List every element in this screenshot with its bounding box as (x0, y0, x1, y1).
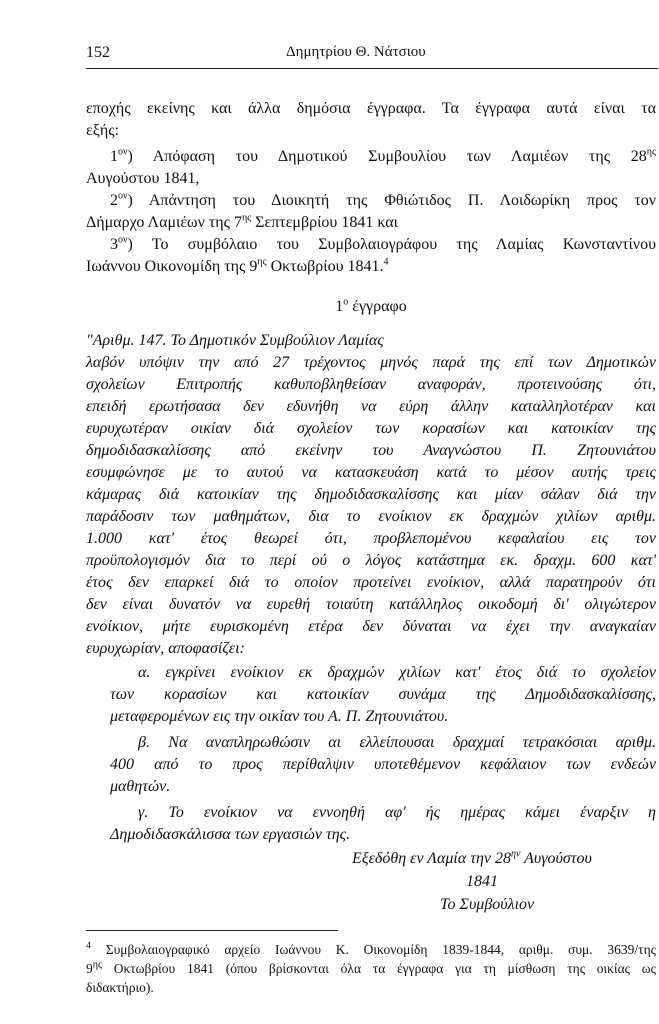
quote-line: ευρυχωρίαν, αποφασίζει: (86, 640, 245, 657)
decision-item-continuation: Δημοδιδασκάλισσα των εργασιών της. (110, 826, 351, 843)
decision-item-continuation: μαθητών. (110, 778, 171, 795)
footnote: $^4$ Συμβολαιογραφικό αρχείο Ιωάννου Κ. Οικονομίδη 1839-1844, αριθμ. συμ. 3639/της (86, 940, 656, 957)
footnote-continuation: $9^{\eta\varsigma}$ Οκτωβρίου 1841 (όπου βρίσκονται όλα τα έγγραφα για τη μίσθωση της οικίας ως (86, 959, 656, 976)
decision-item-continuation: 400 από το προς περίθαλψιν υποτεθέμενον κεφάλαιον των ενδεών (110, 756, 656, 773)
quote-line: δεν είναι δυνατόν να ευρεθή τοιαύτη κατάλληλος οικοδομή δι' ολιγώτερον (86, 596, 656, 613)
footnote-divider (86, 930, 338, 931)
footnote-reference: 4 (383, 256, 389, 268)
header-divider (86, 68, 658, 69)
list-item: $3^{o\nu}$) Το συμβόλαιο του Συμβολαιογράφου της Λαμίας Κωνσταντίνου (110, 234, 656, 253)
quote-line: επειδή ερωτήσασα δεν εδυνήθη να εύρη άλλην καταλληλοτέραν και (86, 398, 656, 415)
decision-item: α. εγκρίνει ενοίκιον εκ δραχμών χιλίων κατ' έτος διά το σχολείον (138, 664, 656, 681)
signoff-date: Εξεδόθη εν Λαμία την $28^{\eta\nu}$ Αυγούστου (352, 848, 592, 867)
intro-line: εξής: (86, 122, 119, 139)
quote-line: εσυμφώνησε με το αυτού να κατασκευάση κατά το μέσον αυτής τρεις (86, 464, 656, 481)
decision-item-continuation: των κορασίων και κατοικίαν συνάμα της Δημοδιδασκαλίσσης, (110, 686, 656, 703)
signoff-year: 1841 (466, 873, 498, 890)
running-head: Δημητρίου Θ. Νάτσιου (286, 44, 426, 60)
list-item: $1^{o\nu}$) Απόφαση του Δημοτικού Συμβουλίου των Λαμιέων της $28^{\eta\varsigma}$ (110, 146, 656, 165)
quote-line: ενοίκιον, μήτε ευρισκομένη ετέρα δεν δύναται να έχει την αναγκαίαν (86, 618, 656, 635)
quote-line: σχολείων Επιτροπής καθυποβληθείσαν αναφοράν, προτεινούσης ότι, (86, 376, 656, 393)
document-heading: $1^o$ έγγραφο (335, 296, 407, 315)
list-item-continuation: Δήμαρχο Λαμιέων της $7^{\eta\varsigma}$ Σεπτεμβρίου 1841 και (86, 212, 398, 231)
list-item-continuation: Αυγούστου 1841, (86, 170, 200, 187)
decision-item: β. Να αναπληρωθώσιν αι ελλείπουσαι δραχμαί τετρακόσιαι αριθμ. (138, 734, 656, 751)
decision-item: γ. Το ενοίκιον να εννοηθή αφ' ής ημέρας κάμει έναρξιν η (138, 804, 656, 821)
list-item: $2^{o\nu}$) Απάντηση του Διοικητή της Φθιώτιδος Π. Λοιδωρίκη προς τον (110, 190, 656, 209)
quote-line: ευρυχωτέραν οικίαν διά σχολείον των κορασίων και κατοικίαν της (86, 420, 656, 437)
quote-line: δημοδιδασκαλίσσης από εκείνην του Αναγνώστου Π. Ζητουνιάτου (86, 442, 656, 459)
quote-line: "Αριθμ. 147. Το Δημοτικόν Συμβούλιον Λαμίας (86, 332, 384, 349)
page-number: 152 (86, 44, 110, 61)
footnote-continuation: διδακτήριο). (86, 980, 154, 995)
quote-line: λαβόν υπόψιν την από 27 τρέχοντος μηνός παρά της επί των Δημοτικών (86, 354, 656, 371)
quote-line: κάμαρας διά κατοικίαν της δημοδιδασκαλίσσης και μίαν σάλαν διά την (86, 486, 656, 503)
quote-line: 1.000 κατ' έτος θεωρεί ότι, προβλεπομένου κεφαλαίου εις τον (86, 530, 656, 547)
list-item-continuation: Ιωάννου Οικονομίδη της $9^{\eta\varsigma}$ Οκτωβρίου 1841.$^4$ (86, 256, 389, 275)
quote-line: παράδοσιν των μαθημάτων, δια το ενοίκιον εκ δραχμών χιλίων αριθμ. (86, 508, 656, 525)
decision-item-continuation: μεταφερομένων εις την οικίαν του Α. Π. Ζητουνιάτου. (110, 708, 449, 725)
intro-line: εποχής εκείνης και άλλα δημόσια έγγραφα. Τα έγγραφα αυτά είναι τα (86, 100, 656, 117)
page-header (86, 44, 656, 66)
signoff-signatory: Το Συμβούλιον (440, 896, 535, 913)
quote-line: έτος δεν επαρκεί διά το οποίον προτείνει ενοίκιον, αλλά παρατηρούν ότι (86, 574, 656, 591)
footnote-mark: 4 (86, 940, 91, 952)
quote-line: προϋπολογισμόν δια το περί ού ο λόγος κατάστημα εκ. δραχμ. 600 κατ' (86, 552, 656, 569)
